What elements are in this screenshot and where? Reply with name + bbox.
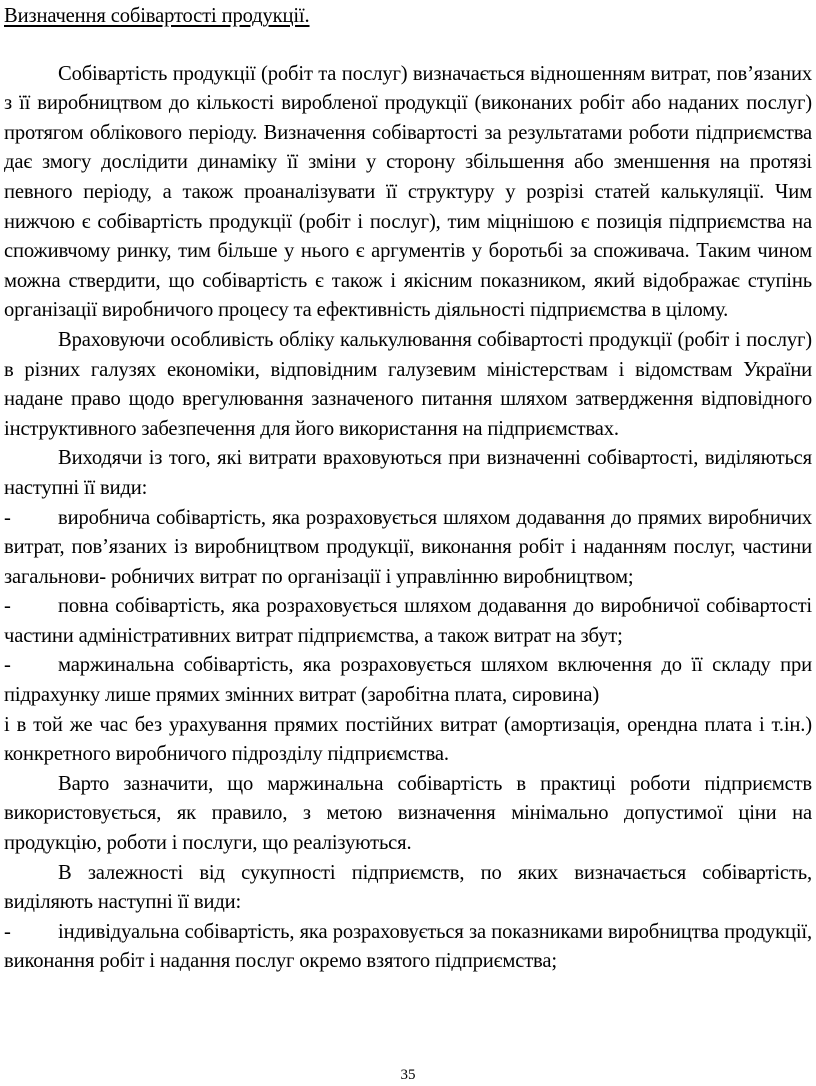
list-bullet: -: [4, 595, 11, 618]
list-item-text: повна собівартість, яка розраховується шляхом додавання до виробничої собівартості частини адміністративних витрат підприємства, а також витрат на збут;: [4, 595, 812, 647]
paragraph-aggregate-types-intro: В залежності від сукупності підприємств, по яких визначається собівартість, виділяють наступні її види:: [4, 861, 812, 914]
list-item: [4, 918, 812, 977]
paragraph-industry-regulation: Враховуючи особливість обліку калькулювання собівартості продукції (робіт і послуг) в різних галузях економіки, відповідним галузевим міністерствам і відомствам України надане право щодо врегулювання зазначеного питання шляхом затвердження відповідного інструктивного забезпечення для його використання на підприємствах.: [4, 328, 812, 440]
spacer: [4, 32, 812, 60]
paragraph-cost-types-intro: Виходячи із того, які витрати враховуються при визначенні собівартості, виділяються наступні її види:: [4, 447, 812, 499]
list-item-continuation: і в той же час без урахування прямих постійних витрат (амортизація, орендна плата і т.ін.) конкретного виробничого підрозділу підприємства.: [4, 713, 812, 766]
list-item-text: маржинальна собівартість, яка розраховується шляхом включення до її складу при підрахунку лише прямих змінних витрат (заробітна плата, сировина): [4, 654, 812, 707]
section-heading: Визначення собівартості продукції.: [4, 5, 310, 27]
page-number: 35: [400, 1067, 416, 1083]
list-bullet: -: [4, 506, 11, 529]
list-item-text: виробнича собівартість, яка розраховується шляхом додавання до прямих виробничих витрат, пов’язаних із виробництвом продукції, виконання робіт і наданням послуг, частини загальнови- робничих витрат по організації і управлінню виробництвом;: [4, 506, 812, 588]
list-bullet: -: [4, 654, 11, 677]
list-item: [4, 592, 812, 651]
paragraph-definition: Собівартість продукції (робіт та послуг) визначається відношенням витрат, пов’язаних з її виробництвом до кількості виробленої продукції (виконаних робіт або наданих послуг) протягом облікового періоду. Визначення собівартості за результатами роботи підприємства дає змогу дослідити динаміку її зміни у сторону збільшення або зменшення на протязі певного періоду, а також проаналізувати її структуру у розрізі статей калькуляції. Чим нижчою є собівартість продукції (робіт і послуг), тим міцнішою є позиція підприємства на споживчому ринку, тим більше у нього є аргументів у боротьбі за споживача. Таким чином можна ствердити, що собівартість є також і якісним показником, який відображає ступінь організації виробничого процесу та ефективність діяльності підприємства в цілому.: [4, 62, 812, 322]
list-item: [4, 504, 812, 593]
document-page: [4, 2, 812, 977]
list-bullet: -: [4, 920, 11, 943]
paragraph-marginal-cost: Варто зазначити, що маржинальна собівартість в практиці роботи підприємств використовується, як правило, з метою визначення мінімально допустимої ціни на продукцію, роботи і послуги, що реалізуються.: [4, 772, 812, 855]
list-item: [4, 651, 812, 710]
list-item-text: індивідуальна собівартість, яка розраховується за показниками виробництва продукції, виконання робіт і надання послуг окремо взятого підприємства;: [4, 920, 812, 973]
